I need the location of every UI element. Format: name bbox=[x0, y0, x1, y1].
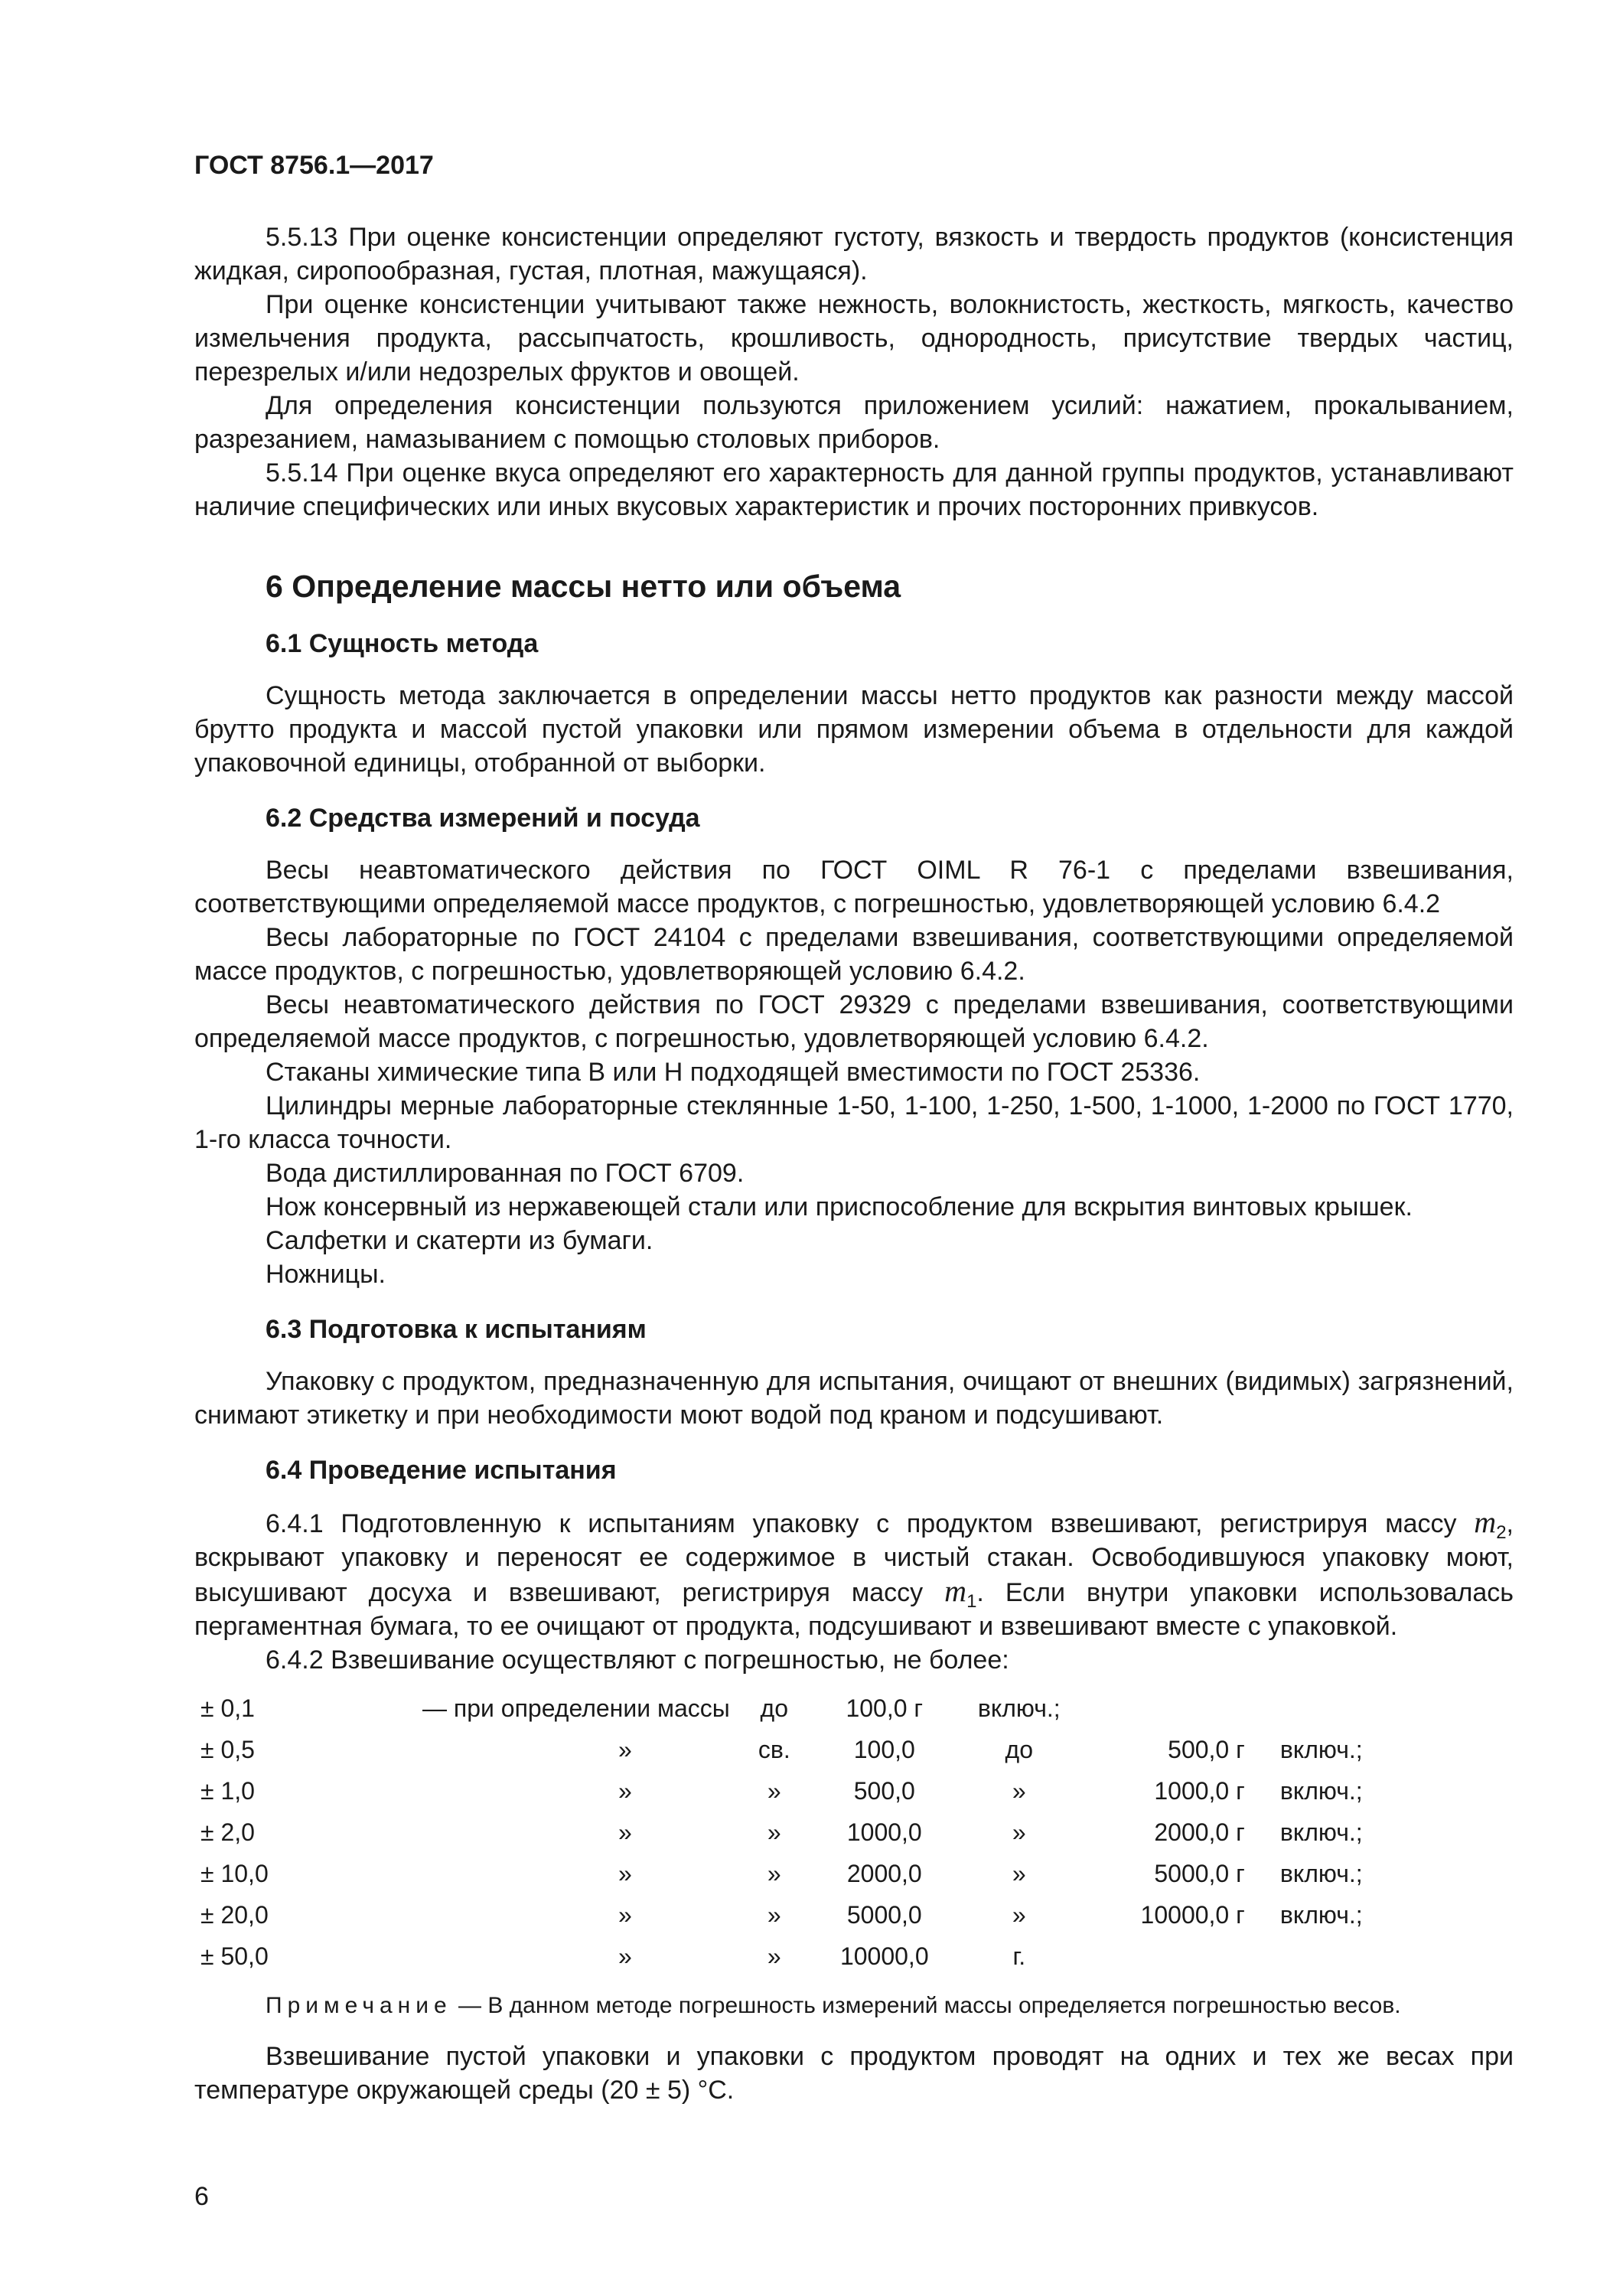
paragraph-6-1: Сущность метода заключается в определении массы нетто продуктов как разности между массой брутто продукта и массой пустой упаковки или прямом измерении объема в отдельности для каждой упаковочной единицы, отобранной от выборки. bbox=[194, 681, 1514, 778]
tolerance-row bbox=[194, 1770, 1398, 1812]
tolerance-row bbox=[194, 1894, 1398, 1936]
tolerance-cell: включ.; bbox=[1279, 1860, 1363, 1887]
tolerance-cell: включ.; bbox=[1279, 1777, 1363, 1805]
paragraph-6-3: Упаковку с продуктом, предназначенную для испытания, очищают от внешних (видимых) загрязнений, снимают этикетку и при необходимости моют водой под краном и подсушивают. bbox=[194, 1367, 1514, 1430]
tolerance-cell: включ.; bbox=[1279, 1736, 1363, 1763]
subsection-6-2-heading: 6.2 Средства измерений и посуда bbox=[266, 804, 700, 833]
tolerance-row bbox=[194, 1853, 1398, 1894]
tolerance-cell: 100,0 bbox=[853, 1736, 915, 1763]
paragraph-5-5-14: 5.5.14 При оценке вкуса определяют его характерность для данной группы продуктов, устанавливают наличие специфических или иных вкусовых характеристик и прочих посторонних привкусов. bbox=[194, 458, 1514, 521]
tolerance-cell: ± 2,0 bbox=[200, 1818, 255, 1846]
tolerance-cell: г. bbox=[1012, 1942, 1026, 1970]
tolerance-cell: св. bbox=[758, 1736, 790, 1763]
note-text: — В данном методе погрешность измерений массы определяется погрешностью весов. bbox=[458, 1993, 1401, 2018]
text-fragment: Если внутри упаковки использовалась пергаментная бумага, то ее очищают от продукта, подсушивают и взвешивают вместе с упаковкой. bbox=[194, 1578, 1514, 1641]
tolerance-cell: ± 0,1 bbox=[200, 1694, 255, 1722]
equipment-item: Весы лабораторные по ГОСТ 24104 с пределами взвешивания, соответствующими определяемой массе продуктов, с погрешностью, удовлетворяющей условию 6.4.2. bbox=[194, 923, 1514, 986]
equipment-item: Весы неавтоматического действия по ГОСТ OIML R 76-1 с пределами взвешивания, соответствующими определяемой массе продуктов, с погрешностью, удовлетворяющей условию 6.4.2 bbox=[194, 856, 1514, 918]
tolerance-cell: включ.; bbox=[977, 1694, 1061, 1722]
document-number-header: ГОСТ 8756.1—2017 bbox=[194, 151, 434, 180]
tolerance-cell: 2000,0 bbox=[846, 1860, 922, 1887]
tolerance-cell bbox=[1245, 1936, 1398, 1977]
comma: , bbox=[1506, 1509, 1514, 1538]
tolerance-cell: 2000,0 г bbox=[1154, 1818, 1245, 1846]
tolerance-cell: » bbox=[618, 1860, 632, 1887]
paragraph-final: Взвешивание пустой упаковки и упаковки с продуктом проводят на одних и тех же весах при температуре окружающей среды (20 ± 5) °С. bbox=[194, 2042, 1514, 2105]
tolerance-cell: ± 10,0 bbox=[200, 1860, 269, 1887]
subsection-6-4-heading: 6.4 Проведение испытания bbox=[266, 1456, 617, 1485]
tolerance-cell: ± 50,0 bbox=[200, 1942, 269, 1970]
tolerance-cell: — при определении массы bbox=[422, 1694, 730, 1722]
equipment-item: Цилиндры мерные лабораторные стеклянные 1-50, 1-100, 1-250, 1-500, 1-1000, 1-2000 по ГОСТ 1770, 1-го класса точности. bbox=[194, 1091, 1514, 1154]
subscript: 1 bbox=[966, 1590, 977, 1612]
page-number: 6 bbox=[194, 2182, 209, 2211]
text-fragment: 6.4.1 Подготовленную к испытаниям упаковку с продуктом взвешивают, регистрируя массу bbox=[266, 1509, 1457, 1538]
period: . bbox=[976, 1578, 984, 1607]
tolerance-cell bbox=[1088, 1936, 1245, 1977]
equipment-item: Вода дистиллированная по ГОСТ 6709. bbox=[266, 1159, 745, 1188]
tolerance-cell: » bbox=[618, 1942, 632, 1970]
tolerance-cell: » bbox=[618, 1777, 632, 1805]
tolerance-cell: » bbox=[618, 1901, 632, 1929]
tolerance-cell: включ.; bbox=[1279, 1818, 1363, 1846]
tolerance-row bbox=[194, 1688, 1398, 1729]
tolerance-cell: до bbox=[1005, 1736, 1034, 1763]
paragraph-5-5-13: 5.5.13 При оценке консистенции определяют густоту, вязкость и твердость продуктов (консистенция жидкая, сиропообразная, густая, плотная, мажущаяся). bbox=[194, 223, 1514, 285]
tolerance-cell: включ.; bbox=[1279, 1901, 1363, 1929]
tolerance-cell: до bbox=[760, 1694, 789, 1722]
text-fragment: вскрывают упаковку и переносят ее содержимое в чистый стакан. Освободившуюся упаковку моют, высушивают досуха и взвешивают, регистрируя массу bbox=[194, 1543, 1514, 1607]
tolerance-cell: 1000,0 г bbox=[1154, 1777, 1245, 1805]
tolerance-cell: » bbox=[767, 1860, 781, 1887]
tolerance-cell: ± 20,0 bbox=[200, 1901, 269, 1929]
tolerance-cell: ± 1,0 bbox=[200, 1777, 255, 1805]
subsection-6-1-heading: 6.1 Сущность метода bbox=[266, 629, 539, 658]
equipment-item: Ножницы. bbox=[266, 1260, 386, 1289]
tolerance-table bbox=[194, 1688, 1398, 1977]
tolerance-cell: » bbox=[618, 1736, 632, 1763]
tolerance-cell: ± 0,5 bbox=[200, 1736, 255, 1763]
subscript: 2 bbox=[1496, 1521, 1507, 1543]
tolerance-row bbox=[194, 1729, 1398, 1770]
tolerance-cell: 5000,0 bbox=[846, 1901, 922, 1929]
tolerance-row bbox=[194, 1936, 1398, 1977]
paragraph-consistency-methods: Для определения консистенции пользуются приложением усилий: нажатием, прокалыванием, разрезанием, намазыванием с помощью столовых приборов. bbox=[194, 391, 1514, 454]
subsection-6-3-heading: 6.3 Подготовка к испытаниям bbox=[266, 1315, 647, 1344]
tolerance-cell: 100,0 г bbox=[846, 1694, 924, 1722]
tolerance-cell: » bbox=[767, 1818, 781, 1846]
tolerance-cell: 500,0 bbox=[853, 1777, 915, 1805]
tolerance-cell: » bbox=[1012, 1901, 1026, 1929]
equipment-item: Салфетки и скатерти из бумаги. bbox=[266, 1226, 653, 1255]
tolerance-cell: » bbox=[1012, 1860, 1026, 1887]
equipment-item: Весы неавтоматического действия по ГОСТ 29329 с пределами взвешивания, соответствующими определяемой массе продуктов, с погрешностью, удовлетворяющей условию 6.4.2. bbox=[194, 990, 1514, 1053]
tolerance-row bbox=[194, 1812, 1398, 1853]
tolerance-cell: » bbox=[767, 1777, 781, 1805]
paragraph-6-4-1 bbox=[194, 1505, 1514, 1643]
tolerance-cell: » bbox=[767, 1901, 781, 1929]
tolerance-cell bbox=[1088, 1688, 1245, 1729]
paragraph-6-4-2: 6.4.2 Взвешивание осуществляют с погрешностью, не более: bbox=[266, 1645, 1009, 1675]
equipment-item: Стаканы химические типа В или Н подходящей вместимости по ГОСТ 25336. bbox=[266, 1058, 1201, 1087]
mass-variable: m bbox=[944, 1574, 967, 1608]
tolerance-cell: » bbox=[1012, 1777, 1026, 1805]
tolerance-cell: » bbox=[767, 1942, 781, 1970]
equipment-item: Нож консервный из нержавеющей стали или приспособление для вскрытия винтовых крышек. bbox=[266, 1192, 1413, 1221]
tolerance-cell: 1000,0 bbox=[846, 1818, 922, 1846]
tolerance-cell: 500,0 г bbox=[1168, 1736, 1245, 1763]
tolerance-cell: » bbox=[1012, 1818, 1026, 1846]
mass-variable: m bbox=[1474, 1505, 1497, 1539]
tolerance-cell bbox=[1245, 1688, 1398, 1729]
page-content bbox=[194, 220, 1514, 2107]
note bbox=[194, 1989, 1514, 2023]
tolerance-cell: 5000,0 г bbox=[1154, 1860, 1245, 1887]
section-6-heading: 6 Определение массы нетто или объема bbox=[266, 569, 901, 604]
paragraph-consistency-factors: При оценке консистенции учитывают также нежность, волокнистость, жесткость, мягкость, качество измельчения продукта, рассыпчатость, крошливость, однородность, присутствие твердых частиц, перезрелых и/или недозрелых фруктов и овощей. bbox=[194, 290, 1514, 386]
tolerance-cell: 10000,0 г bbox=[1140, 1901, 1245, 1929]
tolerance-cell: 10000,0 bbox=[839, 1942, 929, 1970]
tolerance-cell: » bbox=[618, 1818, 632, 1846]
note-label: Примечание bbox=[266, 1993, 452, 2018]
